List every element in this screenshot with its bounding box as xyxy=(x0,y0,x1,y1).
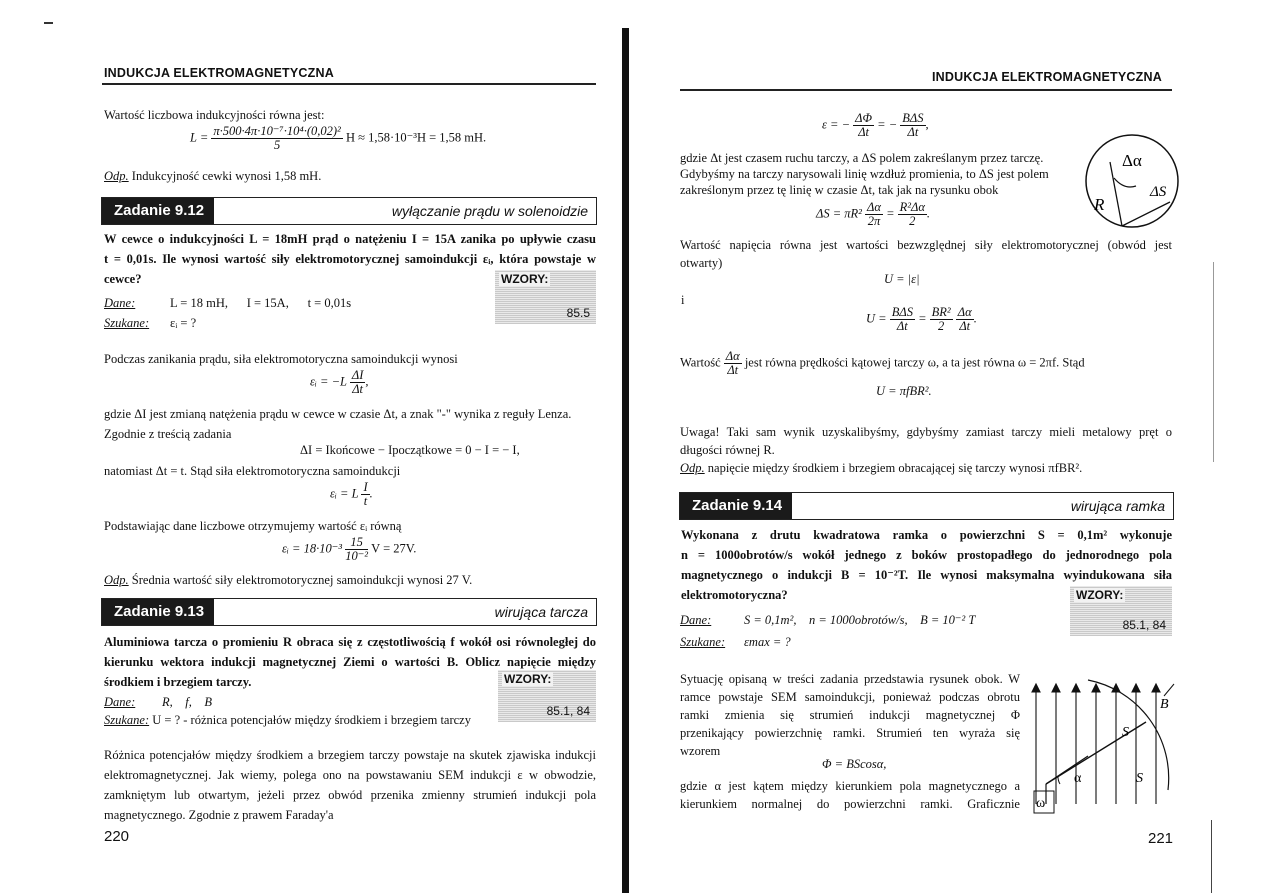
eq-lhs: εᵢ = −L xyxy=(310,374,347,389)
eq-lhs: ε = − xyxy=(822,117,851,132)
text-line: ramki zmienia się strumień indukcji magnetycznej Φ xyxy=(680,708,1020,722)
disk-radius: R xyxy=(1094,195,1105,214)
given xyxy=(104,293,351,313)
angle-arc xyxy=(1114,178,1136,187)
eq-num: R²Δα xyxy=(899,200,925,214)
answer-label: Odp. xyxy=(680,461,705,475)
task-9-12-bar xyxy=(101,197,597,225)
eq-fraction xyxy=(350,368,369,396)
disk-figure xyxy=(1082,130,1182,232)
eq-fraction xyxy=(956,306,974,333)
equation: ΔI = Ikońcowe − Ipoczątkowe = 0 − I = − I, xyxy=(300,443,520,457)
sought xyxy=(680,632,791,652)
equation xyxy=(282,536,416,563)
eq-fraction xyxy=(898,201,927,228)
eq-num: π·500·4π·10⁻⁷·10⁴·(0,02)² xyxy=(213,124,341,138)
task-9-14-topic: wirująca ramka xyxy=(1070,498,1165,514)
flux-equation: Φ = BScosα, xyxy=(822,757,887,771)
eq-num: BΔS xyxy=(902,111,924,125)
text-line: magnetycznego. Zgodnie z prawem Faraday'a xyxy=(104,808,334,822)
text-line: ramce powstaje SEM samoindukcji, ponieważ podczas obrotu xyxy=(680,690,1020,704)
statement-line: cewce? xyxy=(104,272,142,286)
inductance-equation xyxy=(190,125,486,152)
statement-line: środkiem i brzegiem tarczy. xyxy=(104,675,252,689)
eq-den: Δt xyxy=(858,125,869,139)
text-block xyxy=(680,150,1080,198)
sought-label: Szukane: xyxy=(680,635,726,649)
normal-vector xyxy=(1046,756,1088,784)
given xyxy=(680,610,975,630)
formulas-ref: 85.1, 84 xyxy=(1122,618,1166,632)
eq-num: 15 xyxy=(345,536,368,550)
eq-den: 2 xyxy=(909,214,916,228)
text-line: zakreślonym przez tę linię w czasie Δt, tak jak na rysunku obok xyxy=(680,183,999,197)
b-arrow xyxy=(1164,684,1174,696)
given-label: Dane: xyxy=(680,613,712,627)
eq-lhs: U = xyxy=(866,311,887,326)
eq-num: Δα xyxy=(957,305,972,319)
formulas-label: WZORY: xyxy=(1076,588,1124,602)
statement-line: magnetycznego o indukcji B = 10⁻²T. Ile wynosi maksymalna wyindukowana siła xyxy=(681,568,1172,582)
eq-den: Δt xyxy=(727,363,739,377)
frame-figure xyxy=(1026,672,1176,824)
label-omega: ω xyxy=(1036,796,1046,811)
given-values: L = 18 mH, I = 15A, t = 0,01s xyxy=(170,296,352,310)
answer-text: napięcie między środkiem i brzegiem obracającej się tarczy wynosi πfBR². xyxy=(704,461,1083,475)
eq-fraction xyxy=(853,112,874,139)
answer-1 xyxy=(104,166,321,186)
right-scan-edge xyxy=(1213,262,1214,462)
right-running-header: INDUKCJA ELEKTROMAGNETYCZNA xyxy=(932,70,1162,84)
sought-label: Szukane: xyxy=(104,713,150,727)
text-line: kierunkiem normalnej do powierzchni ramki. Graficznie xyxy=(680,797,1020,811)
solution-text xyxy=(104,404,596,444)
eq-tail: . xyxy=(926,206,931,221)
text-pre: Wartość xyxy=(680,355,721,370)
equation: U = πfBR². xyxy=(876,384,932,398)
solution-text: Podczas zanikania prądu, siła elektromotoryczna samoindukcji wynosi xyxy=(104,352,458,366)
eq-den: 2 xyxy=(938,319,945,333)
solution-text xyxy=(104,745,596,825)
eq-mid: = xyxy=(918,311,927,326)
label-s2: S xyxy=(1136,771,1143,786)
left-header-rule xyxy=(102,83,596,85)
text-line: Sytuację opisaną w treści zadania przedstawia rysunek obok. W xyxy=(680,672,1020,686)
eq-den: Δt xyxy=(959,319,971,333)
sought xyxy=(104,710,471,730)
eq-num: BR² xyxy=(931,305,951,319)
eq-tail: , xyxy=(365,374,369,389)
eq-lhs: ΔS = πR² xyxy=(816,206,862,221)
eq-lhs: L = xyxy=(190,130,209,145)
radius-line-2 xyxy=(1122,202,1170,226)
faraday-equation xyxy=(822,112,929,139)
eq-num: I xyxy=(363,480,368,494)
sought-label: Szukane: xyxy=(104,316,150,330)
eq-fraction xyxy=(890,306,915,333)
text-line: gdzie α jest kątem między kierunkiem pola magnetycznego a xyxy=(680,779,1020,793)
eq-fraction xyxy=(345,536,368,563)
eq-num: Δα xyxy=(725,349,740,363)
eq-tail: , xyxy=(925,117,929,132)
answer-label: Odp. xyxy=(104,573,129,587)
solution-text: natomiast Δt = t. Stąd siła elektromotoryczna samoindukcji xyxy=(104,464,401,478)
field-arrow xyxy=(1072,684,1080,692)
eq-den: 2π xyxy=(867,214,881,228)
given-label: Dane: xyxy=(104,695,136,709)
task-9-13-label: Zadanie 9.13 xyxy=(102,599,214,625)
text-line: Różnica potencjałów między środkiem a brzegiem tarczy powstaje na skutek zjawiska indukcji xyxy=(104,748,596,762)
formulas-label: WZORY: xyxy=(501,272,549,286)
eq-den: Δt xyxy=(896,319,908,333)
statement-line: elektromotoryczna? xyxy=(681,588,788,602)
field-arrow xyxy=(1032,684,1040,692)
eq-den: Δt xyxy=(907,125,919,139)
alpha-arc xyxy=(1058,776,1060,784)
right-header-rule xyxy=(680,89,1172,91)
eq-tail: . xyxy=(973,311,977,326)
equation xyxy=(310,369,369,396)
equation xyxy=(330,481,373,508)
intro-text: Wartość liczbowa indukcyjności równa jest: xyxy=(104,108,325,122)
statement-line: Wykonana z drutu kwadratowa ramka o powierzchni S = 0,1m² wykonuje xyxy=(681,528,1172,542)
formulas-box xyxy=(1070,586,1172,636)
text-line: Zgodnie z treścią zadania xyxy=(104,427,232,441)
statement-line: kierunku wektora indukcji magnetycznej Ziemi o wartości B. Oblicz napięcie między xyxy=(104,655,596,669)
task-9-12-topic: wyłączanie prądu w solenoidzie xyxy=(391,203,588,219)
disk-area: ΔS xyxy=(1150,184,1167,200)
text-line: Wartość napięcia równa jest wartości bezwzględnej siły elektromotorycznej (obwód jest xyxy=(680,238,1172,252)
sought-values: εᵢ = ? xyxy=(170,316,197,330)
text-line: otwarty) xyxy=(680,256,723,270)
equation: U = |ε| xyxy=(884,272,920,286)
eq-num: ΔI xyxy=(351,368,364,382)
text-post: jest równa prędkości kątowej tarczy ω, a ta jest równa ω = 2πf. Stąd xyxy=(744,355,1085,370)
eq-fraction xyxy=(211,125,342,152)
field-arrow xyxy=(1052,684,1060,692)
note xyxy=(680,423,1172,459)
task-9-14-bar xyxy=(679,492,1174,520)
statement-line: Aluminiowa tarcza o promieniu R obraca się z częstotliwością f wokół osi równoległej do xyxy=(104,635,596,649)
formulas-box xyxy=(495,270,596,324)
scan-mark xyxy=(44,22,53,24)
statement-line: W cewce o indukcyjności L = 18mH prąd o natężeniu I = 15A zanika po upływie czasu xyxy=(104,232,596,246)
task-9-12-label: Zadanie 9.12 xyxy=(102,198,214,224)
text-line: wzorem xyxy=(680,744,721,758)
eq-fraction xyxy=(724,350,742,377)
eq-lhs: εᵢ = L xyxy=(330,486,359,501)
eq-den: 5 xyxy=(273,138,281,152)
formulas-ref: 85.5 xyxy=(566,306,590,320)
eq-mid: = xyxy=(886,206,895,221)
answer-3 xyxy=(680,461,1082,476)
eq-mid: = − xyxy=(877,117,898,132)
task-9-13-topic: wirująca tarcza xyxy=(494,604,588,620)
answer-label: Odp. xyxy=(104,169,129,183)
text-block xyxy=(680,777,1020,813)
conjunction: i xyxy=(681,293,685,307)
area-equation xyxy=(816,201,930,228)
eq-fraction xyxy=(361,481,369,508)
field-arrow xyxy=(1132,684,1140,692)
eq-fraction xyxy=(865,201,883,228)
statement-line: n = 1000obrotów/s wokół jednego z boków prostopadłego do jednorodnego pola xyxy=(681,548,1172,562)
text-line: gdzie ΔI jest zmianą natężenia prądu w cewce w czasie Δt, a znak "-" wynika z reguły Lenza. xyxy=(104,407,572,421)
text-line: zamkniętym lub otwartym, jeżeli przez obwód przenika zmienny strumień indukcji pola xyxy=(104,788,596,802)
text-line: Uwaga! Taki sam wynik uzyskalibyśmy, gdybyśmy zamiast tarczy mieli metalowy pręt o xyxy=(680,425,1172,439)
formulas-label: WZORY: xyxy=(504,672,552,686)
text-line xyxy=(680,350,1085,377)
disk-alpha: Δα xyxy=(1122,151,1142,170)
eq-num: Δα xyxy=(867,200,881,214)
task-9-13-bar xyxy=(101,598,597,626)
eq-fraction xyxy=(930,306,953,333)
task-9-14-label: Zadanie 9.14 xyxy=(680,493,792,519)
text-line: gdzie Δt jest czasem ruchu tarczy, a ΔS polem zakreślanym przez tarczę. xyxy=(680,151,1044,165)
eq-rhs: H ≈ 1,58·10⁻³H = 1,58 mH. xyxy=(345,130,487,145)
eq-den: Δt xyxy=(352,382,364,396)
eq-fraction xyxy=(900,112,925,139)
text-line: długości równej R. xyxy=(680,443,775,457)
left-page-number: 220 xyxy=(104,828,130,845)
given xyxy=(104,692,212,712)
eq-num: ΔΦ xyxy=(855,111,873,125)
solution-text: Podstawiając dane liczbowe otrzymujemy wartość εᵢ równą xyxy=(104,519,402,533)
text-line: Gdybyśmy na tarczy narysowali linię wzdłuż promienia, to ΔS jest polem xyxy=(680,167,1049,181)
given-label: Dane: xyxy=(104,296,136,310)
label-s1: S xyxy=(1122,725,1129,740)
answer-text: Średnia wartość siły elektromotorycznej samoindukcji wynosi 27 V. xyxy=(128,573,473,587)
text-block xyxy=(680,670,1020,760)
left-running-header: INDUKCJA ELEKTROMAGNETYCZNA xyxy=(104,66,334,80)
eq-lhs: εᵢ = 18·10⁻³ xyxy=(282,541,343,556)
eq-den: t xyxy=(363,494,368,508)
label-alpha: α xyxy=(1074,771,1082,786)
eq-tail: V = 27V. xyxy=(371,541,417,556)
formulas-ref: 85.1, 84 xyxy=(546,704,590,718)
answer-2 xyxy=(104,570,472,590)
given-values: S = 0,1m², n = 1000obrotów/s, B = 10⁻² T xyxy=(744,613,976,627)
right-page-number: 221 xyxy=(1148,830,1174,847)
given-values: R, f, B xyxy=(162,695,212,709)
page-gutter xyxy=(622,28,629,893)
text-block xyxy=(680,236,1172,272)
right-scan-edge-2 xyxy=(1211,820,1212,893)
eq-tail: . xyxy=(369,486,373,501)
sought xyxy=(104,313,196,333)
formulas-box xyxy=(498,670,596,722)
radius-line-1 xyxy=(1110,162,1122,226)
field-arrow xyxy=(1092,684,1100,692)
eq-den: 10⁻² xyxy=(345,549,369,563)
sought-values: U = ? - różnica potencjałów między środkiem i brzegiem tarczy xyxy=(149,713,471,727)
voltage-equation xyxy=(866,306,977,333)
field-arrow xyxy=(1152,684,1160,692)
eq-num: BΔS xyxy=(891,305,913,319)
label-b: B xyxy=(1160,697,1169,712)
answer-text: Indukcyjność cewki wynosi 1,58 mH. xyxy=(128,169,322,183)
text-line: elektromagnetycznej. Jak wiemy, polega ono na powstawaniu SEM indukcji ε w obwodzie, xyxy=(104,768,596,782)
text-line: przenikający powierzchnię ramki. Strumień ten wyraża się xyxy=(680,726,1020,740)
sought-values: εmax = ? xyxy=(744,635,791,649)
statement-line: t = 0,01s. Ile wynosi wartość siły elektromotorycznej samoindukcji εᵢ, która powstaje w xyxy=(104,252,596,266)
